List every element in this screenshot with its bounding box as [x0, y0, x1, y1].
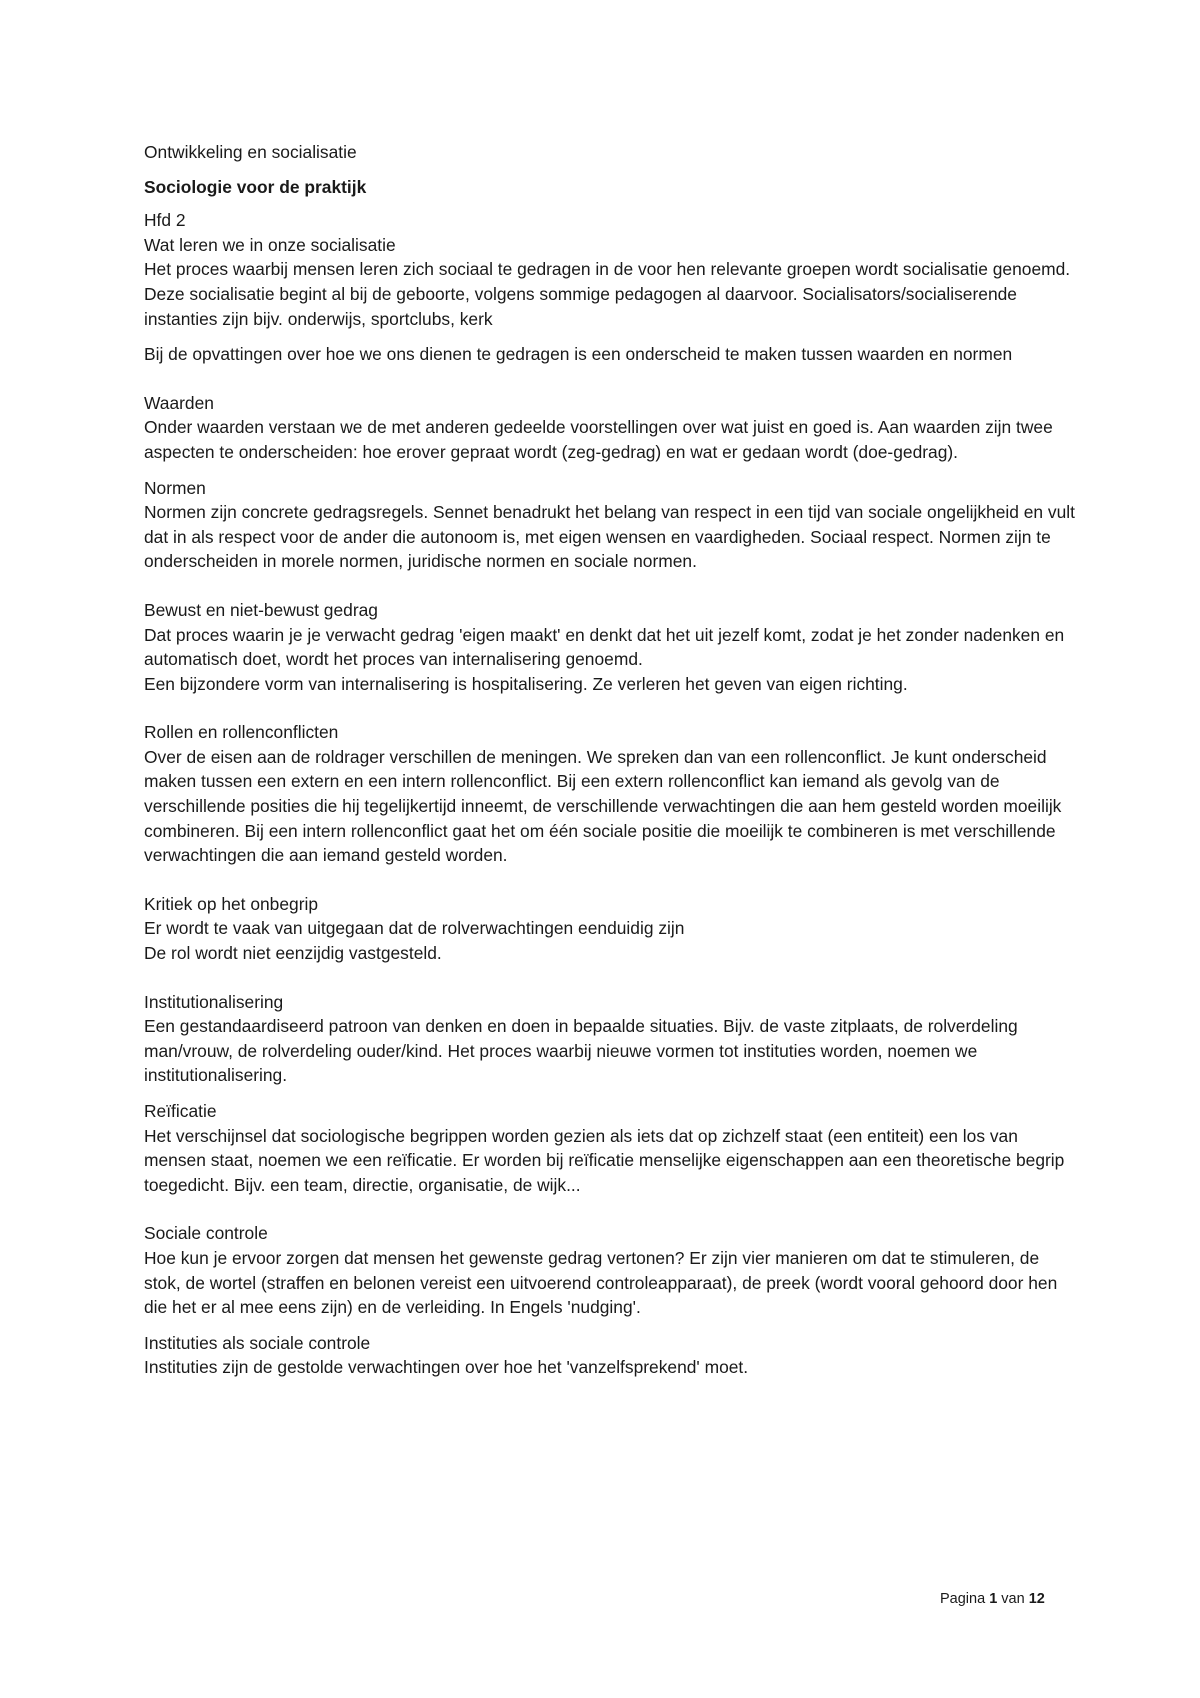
paragraph-kritiek-1: Er wordt te vaak van uitgegaan dat de rolverwachtingen eenduidig zijn	[144, 918, 685, 939]
paragraph-sociale-controle: Hoe kun je ervoor zorgen dat mensen het gewenste gedrag vertonen? Er zijn vier manieren om dat te stimuleren, de stok, de wortel (straffen en belonen vereist een uitvoerend controleapparaat), de preek (wordt vooral gehoord door hen die het er al mee eens zijn) en de verleiding. In Engels 'nudging'.	[144, 1247, 1058, 1318]
document-title: Ontwikkeling en socialisatie	[144, 142, 357, 162]
page-total: 12	[1028, 1591, 1045, 1607]
chapter-label: Hfd 2	[144, 210, 186, 231]
paragraph-rollenconflicten: Over de eisen aan de roldrager verschillen de meningen. We spreken dan van een rollenconflict. Je kunt onderscheid maken tussen een extern en een intern rollenconflict. Bij een extern rollenconflict kan iemand als gevolg van de verschillende posities die hij tegelijkertijd inneemt, de verschillende verwachtingen die aan hem gesteld worden moeilijk combineren. Bij een intern rollenconflict gaat het om één sociale positie die moeilijk te combineren is met verschillende verwachtingen die aan iemand gesteld worden.	[144, 746, 1062, 866]
paragraph-reificatie: Het verschijnsel dat sociologische begrippen worden gezien als iets dat op zichzelf staat (een entiteit) een los van mensen staat, noemen we een reïficatie. Er worden bij reïficatie menselijke eigenschappen aan een theoretische begrip toegedicht. Bijv. een team, directie, organisatie, de wijk...	[144, 1125, 1065, 1195]
document-subtitle: Sociologie voor de praktijk	[144, 176, 367, 197]
section-heading-bewust-gedrag: Bewust en niet-bewust gedrag	[144, 599, 378, 620]
paragraph-internalisering: Dat proces waarin je je verwacht gedrag 'eigen maakt' en denkt dat het uit jezelf komt, zodat je het zonder nadenken en automatisch doet, wordt het proces van internalisering genoemd.	[144, 624, 1065, 670]
page-label: Pagina	[940, 1591, 986, 1607]
paragraph-hospitalisering: Een bijzondere vorm van internalisering is hospitalisering. Ze verleren het geven van eigen richting.	[144, 673, 908, 694]
section-heading-sociale-controle: Sociale controle	[144, 1223, 268, 1244]
section-heading-reificatie: Reïficatie	[144, 1101, 217, 1121]
page-number: 1	[989, 1591, 998, 1607]
section-heading-normen: Normen	[144, 477, 206, 498]
section-heading-instituties: Instituties als sociale controle	[144, 1332, 371, 1353]
document-body	[144, 140, 1079, 1380]
paragraph-kritiek-2: De rol wordt niet eenzijdig vastgesteld.	[144, 943, 442, 964]
section-heading-institutionalisering: Institutionalisering	[144, 991, 284, 1012]
section-heading-kritiek: Kritiek op het onbegrip	[144, 893, 319, 914]
section-heading-socialisatie: Wat leren we in onze socialisatie	[144, 234, 396, 255]
section-heading-rollenconflicten: Rollen en rollenconflicten	[144, 722, 339, 743]
section-heading-waarden: Waarden	[144, 392, 214, 413]
paragraph-institutionalisering: Een gestandaardiseerd patroon van denken en doen in bepaalde situaties. Bijv. de vaste zitplaats, de rolverdeling man/vrouw, de rolverdeling ouder/kind. Het proces waarbij nieuwe vormen tot instituties worden, noemen we institutionalisering.	[144, 1016, 1018, 1086]
paragraph-normen: Normen zijn concrete gedragsregels. Sennet benadrukt het belang van respect in een tijd van sociale ongelijkheid en vult dat in als respect voor de ander die autonoom is, met eigen wensen en vaardigheden. Sociaal respect. Normen zijn te onderscheiden in morele normen, juridische normen en sociale normen.	[144, 502, 1075, 572]
paragraph-socialisatie: Het proces waarbij mensen leren zich sociaal te gedragen in de voor hen relevante groepen wordt socialisatie genoemd. Deze socialisatie begint al bij de geboorte, volgens sommige pedagogen al daarvoor. Socialisators/socialiserende instanties zijn bijv. onderwijs, sportclubs, kerk	[144, 259, 1071, 329]
paragraph-instituties: Instituties zijn de gestolde verwachtingen over hoe het 'vanzelfsprekend' moet.	[144, 1357, 749, 1378]
page-of-label: van	[1001, 1591, 1025, 1607]
paragraph-waarden: Onder waarden verstaan we de met anderen gedeelde voorstellingen over wat juist en goed is. Aan waarden zijn twee aspecten te onderscheiden: hoe erover gepraat wordt (zeg-gedrag) en wat er gedaan wordt (doe-gedrag).	[144, 417, 1053, 462]
page-footer	[940, 1590, 1045, 1608]
paragraph-opvattingen: Bij de opvattingen over hoe we ons dienen te gedragen is een onderscheid te maken tussen waarden en normen	[144, 344, 1013, 365]
